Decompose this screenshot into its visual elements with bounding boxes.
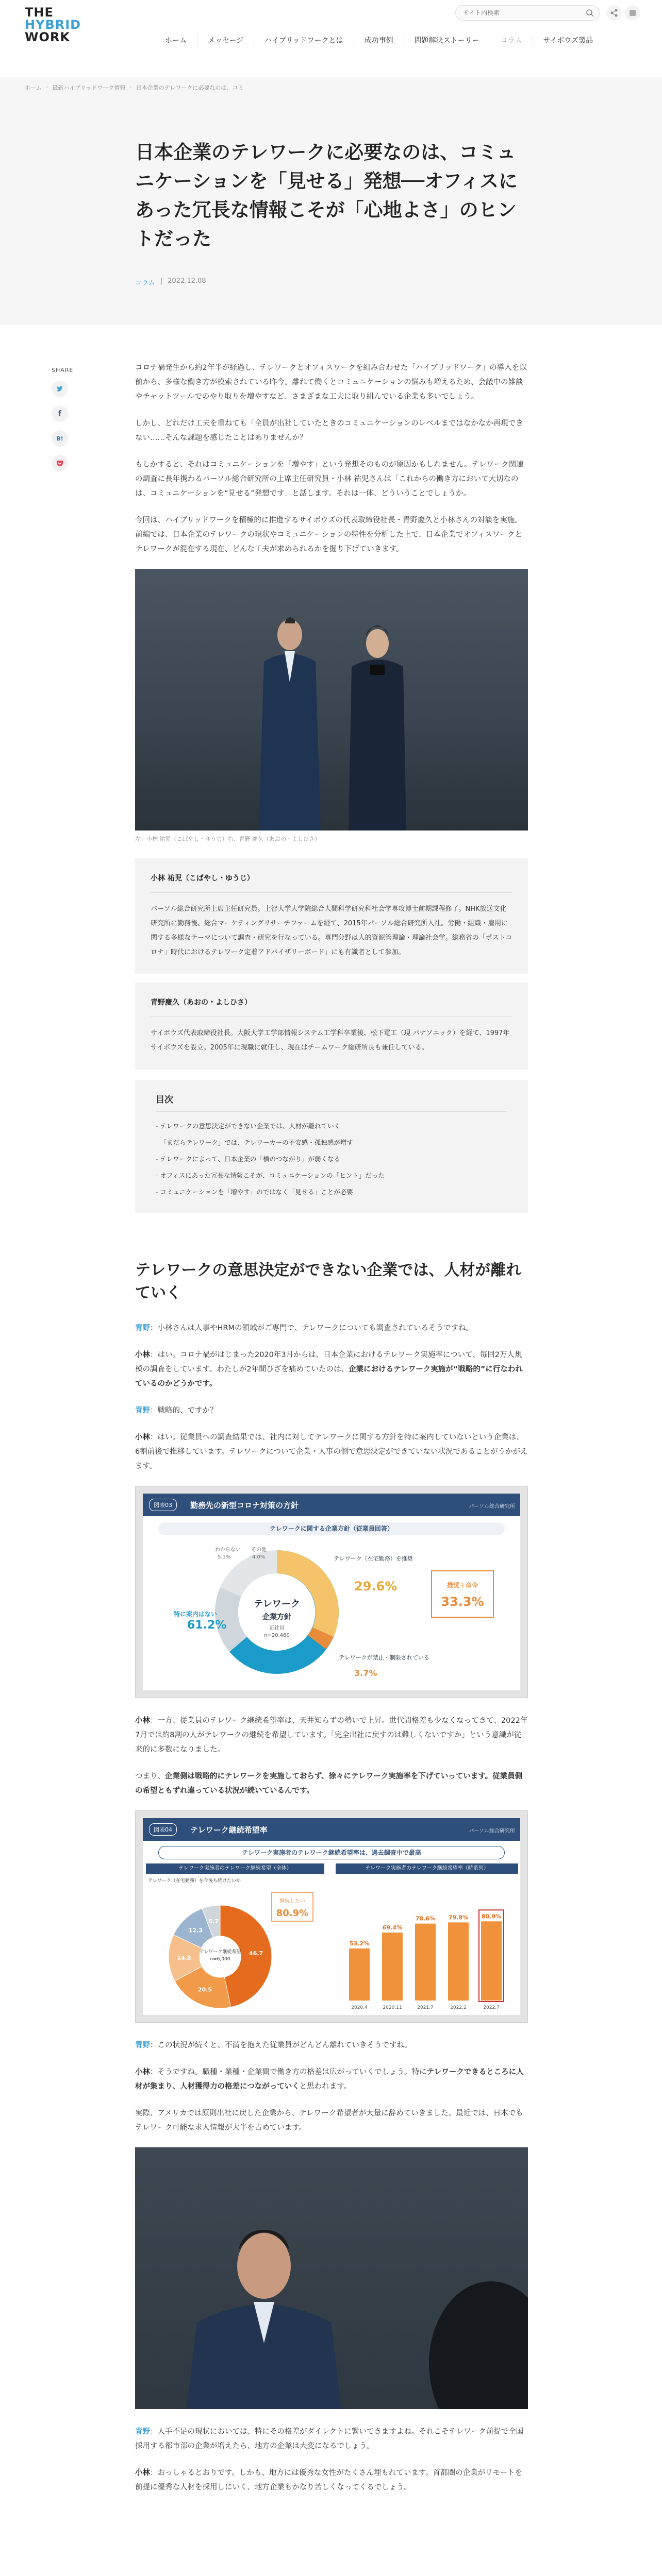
pie-center-label: テレワーク継続希望 (199, 1950, 241, 1955)
bar-category-label: 2020.11 (383, 2005, 402, 2010)
photo-caption: 左：小林 祐児（こばやし・ゆうじ）右：青野 慶久（あおの・よしひさ） (135, 836, 320, 842)
toc-item[interactable]: - テレワークによって、日本企業の「横のつながり」が弱くなる (156, 1151, 507, 1167)
dialogue-paragraph (135, 1348, 528, 1391)
dialogue-emphasis: 企業側は戦略的にテレワークを実施しておらず、徐々にテレワーク実施率を下げていっています。従業員側の希望ともずれ違っている状況が続いているんです。 (135, 1772, 523, 1795)
speaker-name: 青野 (135, 2428, 150, 2436)
highlight-box (432, 1571, 493, 1617)
label-unknown: わからない (215, 1547, 241, 1553)
toc-item[interactable]: - オフィスにあった冗長な情報こそが、コミュニケーションの「ヒント」だった (156, 1167, 507, 1184)
breadcrumb-separator: › (129, 83, 132, 90)
toc-item[interactable]: - 「まだらテレワーク」では、テレワーカーの不安感・孤独感が増す (156, 1134, 507, 1151)
bar-value-label: 78.6% (415, 1915, 436, 1922)
dialogue-paragraph (135, 1430, 528, 1473)
photo-figures (135, 569, 528, 831)
bar-category-label: 2022.7 (483, 2005, 500, 2010)
share-sidebar (52, 367, 72, 480)
hatena-icon: B! (56, 435, 63, 442)
donut-center-subtitle: 企業方針 (262, 1613, 291, 1621)
keep-callout-label: 継続したい (279, 1899, 305, 1904)
keep-callout-pct: 80.9% (276, 1908, 309, 1919)
profile-box-aono (135, 974, 528, 1070)
right-panel-title: テレワーク実施者のテレワーク継続希望率（時系列） (336, 1863, 518, 1874)
global-nav (155, 34, 603, 47)
twitter-share-button[interactable] (52, 381, 68, 397)
bar-category-label: 2020.4 (351, 2005, 368, 2010)
label-recommend: テレワーク（在宅勤務）を推奨 (334, 1555, 413, 1562)
pie-slice-label: 5.7 (208, 1918, 219, 1925)
dialogue-text: と思われます。 (299, 2082, 352, 2091)
dialogue-paragraph (135, 2038, 528, 2053)
bar (481, 1921, 502, 2001)
logo-line-1: THE (25, 5, 54, 20)
slide-source: パーソル総合研究所 (469, 1828, 515, 1834)
label-other: その他 (251, 1547, 267, 1553)
bar-category-label: 2021.7 (417, 2005, 434, 2010)
slide-title: 勤務先の新型コロナ対策の方針 (190, 1501, 299, 1510)
bar (382, 1933, 403, 2001)
profile-name: 小林 祐児（こばやし・ゆうじ） (151, 874, 254, 883)
speaker-name: 青野 (135, 1324, 150, 1332)
continuation-bar-chart (349, 1910, 504, 2010)
site-logo[interactable] (25, 6, 81, 43)
policy-donut-chart (143, 1540, 521, 1689)
slide-source: パーソル総合研究所 (469, 1504, 515, 1510)
dialogue-paragraph (135, 1321, 528, 1335)
continuation-charts (143, 1882, 521, 2016)
share-header-icon[interactable] (606, 5, 622, 21)
dialogue-text: ：この状況が続くと、不満を抱えた従業員がどんどん離れていきそうですね。 (150, 2041, 412, 2049)
dialogue-paragraph (135, 1769, 528, 1798)
pocket-icon (56, 460, 63, 467)
article-meta (135, 277, 206, 287)
section-heading-1: テレワークの意思決定ができない企業では、人材が離れていく (135, 1261, 522, 1302)
dialogue-text: ：おっしゃるとおりです。しかも、地方には優秀な女性がたくさん埋もれています。首都圏の企業がリモートを前提に優秀な人材を採用しにいく、地方企業もかなり苦しくなってくるでしょう。 (135, 2469, 523, 2492)
label-restrict: テレワークが禁止・制限されている (339, 1654, 429, 1661)
bar-value-label: 79.8% (448, 1914, 469, 1921)
figure-slide-continuation (135, 1810, 528, 2023)
donut-center-title: テレワーク (254, 1599, 300, 1609)
label-other-pct: 4.0% (252, 1554, 266, 1560)
label-recommend-pct: 29.6% (354, 1579, 398, 1594)
title-band (0, 77, 662, 325)
search-input[interactable] (456, 6, 574, 20)
profile-text: サイボウズ代表取締役社長。大阪大学工学部情報システム工学科卒業後、松下電工（現 パナソニック）を経て、1997年サイボウズを設立。2005年に現職に就任し、現在はチームワーク総研所長も兼任している。 (151, 1029, 510, 1052)
nav-cases[interactable]: 成功事例 (354, 34, 404, 47)
facebook-share-button[interactable] (52, 405, 68, 422)
logo-line-3: WORK (25, 30, 70, 44)
search-box (455, 5, 600, 21)
intro-paragraph-3: もしかすると、それはコミュニケーションを「増やす」という発想そのものが原因かもしれません。テレワーク関連の調査に長年携わるパーソル総合研究所の上席主任研究員・小林 祐児さんは「これからの働き方において大切なのは、コミュニケーションを“見せる”発想です」と話します。それは一体、どういうことでしょうか。 (135, 461, 524, 498)
bar (448, 1922, 469, 2001)
label-no-policy: 特に案内はない (174, 1611, 218, 1618)
label-unknown-pct: 5.1% (218, 1554, 231, 1560)
slide-subtitle: テレワークに関する企業方針（従業員回答） (158, 1522, 505, 1535)
nav-home[interactable]: ホーム (155, 34, 197, 47)
speaker-name: 小林 (135, 1717, 150, 1725)
pie-slice-label: 14.8 (177, 1954, 191, 1961)
intro-paragraph-4: 今回は、ハイブリッドワークを積極的に推進するサイボウズの代表取締役社長・青野慶久と小林さんの対談を実施。前編では、日本企業のテレワークの現状やコミュニケーションの特性を分析した上で、日本企業でオフィスワークとテレワークが混在する現在、どんな工夫が求められるかを掘り下げていきます。 (135, 516, 522, 553)
figure-slide-policy (135, 1486, 528, 1698)
dialogue-paragraph: 実際、アメリカでは原則出社に戻した企業から、テレワーク希望者が大量に辞めていきました。最近では、日本でもテレワーク可能な求人情報が大半を占めています。 (135, 2109, 523, 2132)
pie-slice-label: 46.7 (249, 1950, 263, 1957)
breadcrumb-current: 日本企業のテレワークに必要なのは、コミ (136, 84, 244, 91)
toc-item[interactable]: - コミュニケーションを「増やす」のではなく「見せる」ことが必要 (156, 1184, 507, 1200)
left-panel-note: テレワーク（在宅勤務）を今後も続けたいか (148, 1878, 241, 1884)
dialogue-paragraph (135, 1403, 528, 1418)
profile-box-kobayashi (135, 858, 528, 974)
pie-slice-label: 20.5 (197, 1986, 212, 1993)
site-header (0, 0, 662, 77)
dialogue-text: ：はい。従業員への調査結果では、社内に対してテレワークに関する方針を特に案内していないという企業は、6割前後で推移しています。テレワークについて企業・人事の側で意思決定ができていない状況であることがうかがえます。 (135, 1433, 528, 1470)
dialogue-emphasis: テレワークできるところに人材が集まり、人材獲得力の格差につながっていく (135, 2068, 524, 2091)
bar-value-label: 69.4% (382, 1924, 403, 1931)
profile-divider (151, 1016, 512, 1017)
slide-header (143, 1818, 520, 1841)
speaker-name: 小林 (135, 2068, 150, 2076)
rss-icon[interactable] (625, 5, 640, 21)
nav-stories[interactable]: 問題解決ストーリー (404, 34, 490, 47)
nav-message[interactable]: メッセージ (197, 34, 254, 47)
article-date: 2022.12.08 (168, 277, 206, 285)
toc-title: 目次 (156, 1095, 173, 1105)
dialogue-text: ：人手不足の現状においては、特にその格差がダイレクトに響いてきますよね。それこそテレワーク前提で全国採用する都市部の企業が増えたら、地方の企業は大変になるでしょう。 (135, 2428, 524, 2450)
nav-products[interactable]: サイボウズ製品 (543, 37, 593, 45)
dialogue-emphasis: 企業におけるテレワーク実施が“戦略的”に行なわれているのかどうかです。 (135, 1365, 523, 1388)
interview-photo-2 (135, 2147, 528, 2409)
label-restrict-pct: 3.7% (354, 1668, 377, 1678)
dialogue-paragraph (135, 2466, 528, 2495)
facebook-icon: f (58, 410, 62, 418)
bar (349, 1948, 370, 2001)
twitter-icon (56, 385, 63, 393)
intro-paragraph-1: コロナ禍発生から約2年半が経過し、テレワークとオフィスワークを組み合わせた「ハイブリッドワーク」の導入を以前から、多様な働き方が模索されている昨今。離れて働くとコミュニケーションの悩みも増えるため、会議中の雑談やチャットツールでのやり取りを増やすなど、さまざまな工夫に取り組んでいる企業も多いでしょう。 (135, 364, 527, 401)
search-icon[interactable] (586, 9, 594, 17)
profile-divider (151, 892, 512, 893)
table-of-contents (135, 1080, 528, 1213)
dialogue-text: ：そうですね。職種・業種・企業間で働き方の格差は広がっていくでしょう。特に (150, 2068, 427, 2076)
dialogue-text: ：戦略的、ですか？ (150, 1406, 218, 1415)
slide-tag: 図表03 (149, 1499, 177, 1511)
breadcrumb-separator: › (46, 83, 48, 90)
speaker-name: 青野 (135, 1406, 150, 1415)
speaker-name: 小林 (135, 2469, 150, 2477)
dialogue-text: ：一方、従業員のテレワーク継続希望率は、天井知らずの勢いで上昇。世代間格差も少なくなってきて、2022年7月では約8割の人がテレワークの継続を希望しています。「完全出社に戻すのは難しくないですか」という意識が従来的に多数になりました。 (135, 1717, 528, 1754)
speaker-name: 小林 (135, 1351, 150, 1359)
bar (415, 1924, 436, 2001)
article-body (135, 361, 528, 2507)
share-label: SHARE (52, 367, 74, 374)
logo-line-2: HYBRID (25, 18, 81, 32)
slide-subtitle: テレワーク実施者のテレワーク継続希望率は、過去調査中で最高 (158, 1846, 505, 1859)
breadcrumb (25, 83, 243, 92)
profile-text: パーソル総合研究所上席主任研究員。上智大学大学院総合人間科学研究科社会学専攻博士前期課程修了。NHK放送文化研究所に勤務後、総合マーケティングリサーチファームを経て、2015年パーソル総合研究所入社。労働・組織・雇用に関する多様なテーマについて調査・研究を行なっている。専門分野は人的資源管理論・理論社会学。総務省の「ポストコロナ」時代におけるテレワーク定着アドバイザリーボード」にも有識者として参加。 (151, 905, 512, 956)
pie-slice (220, 1905, 272, 2007)
photo-figure-speaker (135, 2147, 528, 2409)
dialogue-text: ：はい。コロナ禍がはじまった2020年3月からは、日本企業におけるテレワーク実施率について、毎回2万人規模の調査をしています。わたしが2年間ひざを痛めていたのは、 (135, 1351, 522, 1374)
speaker-name: 青野 (135, 2041, 150, 2049)
slide-title: テレワーク継続希望率 (190, 1825, 268, 1835)
left-panel-title: テレワーク実施者のテレワーク継続希望（全体） (146, 1863, 324, 1874)
toc-divider (156, 1111, 507, 1112)
label-no-policy-pct: 61.2% (187, 1619, 227, 1632)
slide-tag: 図表04 (149, 1823, 177, 1836)
highlight-label: 推奨＋命令 (446, 1582, 478, 1589)
dialogue-paragraph (135, 1714, 528, 1757)
pie-slice-label: 12.3 (188, 1927, 203, 1934)
pie-center-n: n=6,000 (210, 1957, 230, 1962)
donut-center-n: n=20,460 (264, 1633, 290, 1638)
nav-about[interactable]: ハイブリッドワークとは (254, 34, 354, 47)
dialogue-text: つまり、 (135, 1772, 165, 1781)
breadcrumb-category[interactable]: 最新ハイブリッドワーク情報 (52, 84, 126, 91)
toc-item[interactable]: - テレワークの意思決定ができない企業では、人材が離れていく (156, 1118, 507, 1134)
bar-value-label: 53.2% (349, 1940, 370, 1947)
speaker-name: 小林 (135, 1433, 150, 1442)
article-title: 日本企業のテレワークに必要なのは、コミュニケーションを「見せる」発想──オフィスにあった冗長な情報こそが「心地よさ」のヒントだった (135, 141, 518, 250)
bar-value-label: 80.9% (481, 1913, 502, 1920)
dialogue-paragraph (135, 2425, 528, 2453)
breadcrumb-home[interactable]: ホーム (25, 84, 42, 91)
highlight-pct: 33.3% (441, 1595, 484, 1609)
interview-photo-1 (135, 569, 528, 831)
article-category[interactable]: コラム (135, 279, 155, 287)
bar-category-label: 2022.2 (450, 2005, 467, 2010)
toc-list (156, 1118, 507, 1200)
nav-column[interactable]: コラム (490, 34, 533, 47)
slide-header (143, 1494, 520, 1516)
meta-separator: | (160, 277, 163, 285)
pocket-share-button[interactable] (52, 455, 68, 471)
dialogue-text: ：小林さんは人事やHRMの領域がご専門で、テレワークについても調査されているそうですね。 (150, 1324, 474, 1332)
intro-paragraph-2: しかし、どれだけ工夫を重ねても「全員が出社していたときのコミュニケーションのレベルまではなかなか再現できない……そんな課題を感じたことはありませんか？ (135, 419, 523, 442)
hatena-share-button[interactable] (52, 430, 68, 447)
profile-name: 青野慶久（あおの・よしひさ） (151, 998, 252, 1007)
dialogue-paragraph (135, 2065, 528, 2094)
donut-center-note: 正社員 (269, 1625, 285, 1631)
